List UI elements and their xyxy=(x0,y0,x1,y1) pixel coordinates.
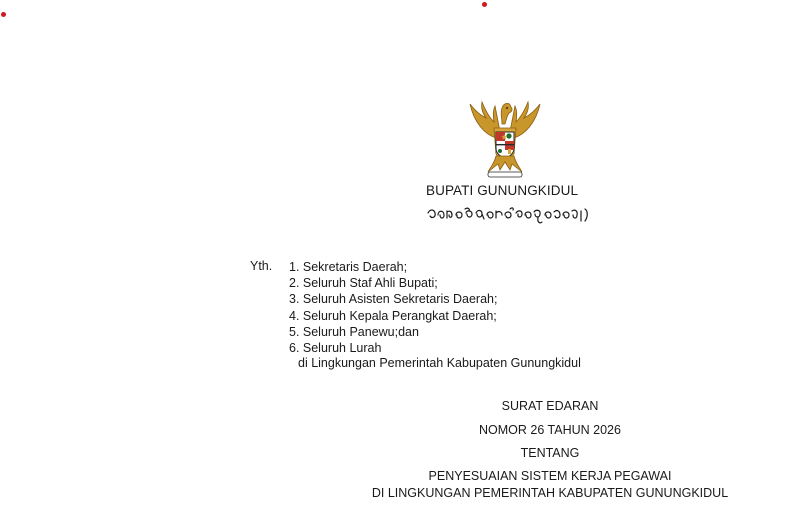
red-dot-marker xyxy=(482,2,487,7)
recipient-list xyxy=(289,259,497,356)
javanese-script-name xyxy=(426,203,596,227)
document-number: NOMOR 26 TAHUN 2026 xyxy=(479,423,621,437)
agency-name: BUPATI GUNUNGKIDUL xyxy=(426,183,579,198)
garuda-pancasila-emblem-icon xyxy=(466,98,544,180)
recipient-item: 1. Sekretaris Daerah; xyxy=(289,260,408,274)
document-type: SURAT EDARAN xyxy=(501,399,599,413)
recipient-item: 3. Seluruh Asisten Sekretaris Daerah; xyxy=(289,292,498,307)
recipient-item: 4. Seluruh Kepala Perangkat Daerah; xyxy=(289,308,497,323)
recipient-item: 6. Seluruh Lurah xyxy=(289,341,382,356)
recipient-item: 5. Seluruh Panewu;dan xyxy=(289,324,419,339)
red-dot-marker xyxy=(1,12,6,17)
subject-line-1: PENYESUAIAN SISTEM KERJA PEGAWAI xyxy=(428,469,672,483)
subject-line-2: DI LINGKUNGAN PEMERINTAH KABUPATEN GUNUNGKIDUL xyxy=(371,486,729,500)
recipient-item: 2. Seluruh Staf Ahli Bupati; xyxy=(289,276,438,291)
about-heading: TENTANG xyxy=(520,446,580,460)
recipient-location: di Lingkungan Pemerintah Kabupaten Gunungkidul xyxy=(298,356,581,370)
addressee-label: Yth. xyxy=(250,259,273,273)
